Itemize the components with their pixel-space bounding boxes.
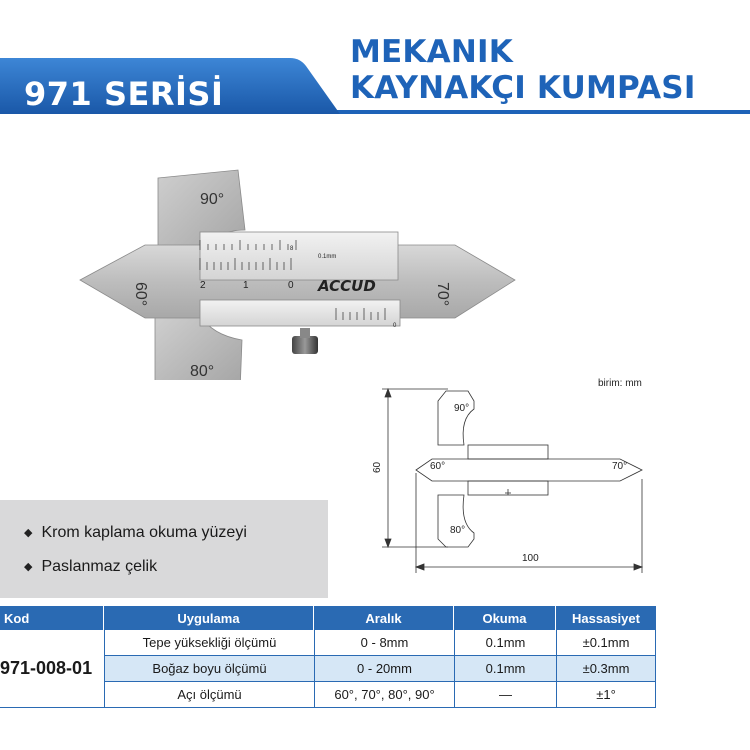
feature-text: Paslanmaz çelik [41,558,158,575]
scale-top-mark: 8 [290,246,294,252]
features-list [24,524,247,592]
diamond-bullet-icon: ◆ [24,527,33,539]
cell-uygulama: Açı ölçümü [104,682,314,707]
technical-drawing [370,375,660,585]
table-row [104,630,656,656]
title-line-2: KAYNAKÇI KUMPASI [350,70,696,106]
table-row [104,656,656,682]
diamond-bullet-icon: ◆ [24,561,33,573]
thumb-screw [292,336,318,354]
cell-uygulama: Tepe yüksekliği ölçümü [104,630,314,655]
drawing-angle-80-label: 80° [450,525,466,536]
cell-uygulama: Boğaz boyu ölçümü [104,656,314,681]
scale-number-1: 1 [243,280,249,291]
header-banner [0,0,750,120]
scale-number-2: 2 [200,280,206,291]
header-kod: Kod [0,606,104,630]
scale-resolution-label: 0.1mm [318,254,337,260]
drawing-angle-90-label: 90° [454,403,470,414]
cell-hassasiyet: ±0.3mm [556,656,656,681]
feature-text: Krom kaplama okuma yüzeyi [41,524,247,541]
series-label: 971 SERİSİ [24,75,224,113]
unit-label: birim: mm [598,378,642,389]
drawing-angle-60-label: 60° [430,461,446,472]
cell-aralik: 0 - 8mm [314,630,454,655]
photo-angle-80-label: 80° [190,363,215,380]
width-dimension-label: 100 [522,553,539,564]
height-dimension-label: 60 [372,461,383,473]
header-uygulama: Uygulama [104,606,314,630]
cell-hassasiyet: ±0.1mm [556,630,656,655]
cell-aralik: 0 - 20mm [314,656,454,681]
drawing-angle-70-label: 70° [612,461,628,472]
photo-angle-90-label: 90° [200,191,225,208]
feature-item [24,524,247,542]
scale-bottom-mark: 0 [393,323,397,329]
product-code: 971-008-01 [0,630,104,708]
cell-okuma: — [454,682,556,707]
brand-logo: ACCUD [318,277,376,295]
cell-aralik: 60°, 70°, 80°, 90° [314,682,454,707]
photo-angle-70-label: 70° [434,282,451,307]
header-aralik: Aralık [314,606,454,630]
spec-table [0,606,656,708]
table-header-row [0,606,656,630]
photo-angle-60-label: 60° [132,282,149,307]
header-okuma: Okuma [454,606,556,630]
cell-okuma: 0.1mm [454,630,556,655]
page-title [350,34,750,106]
features-panel [0,500,328,598]
cell-okuma: 0.1mm [454,656,556,681]
title-line-1: MEKANIK [350,34,513,70]
table-row [104,682,656,708]
feature-item [24,558,247,576]
product-photo [60,160,540,380]
scale-number-0: 0 [288,280,294,291]
header-hassasiyet: Hassasiyet [572,610,640,626]
cell-hassasiyet: ±1° [556,682,656,707]
